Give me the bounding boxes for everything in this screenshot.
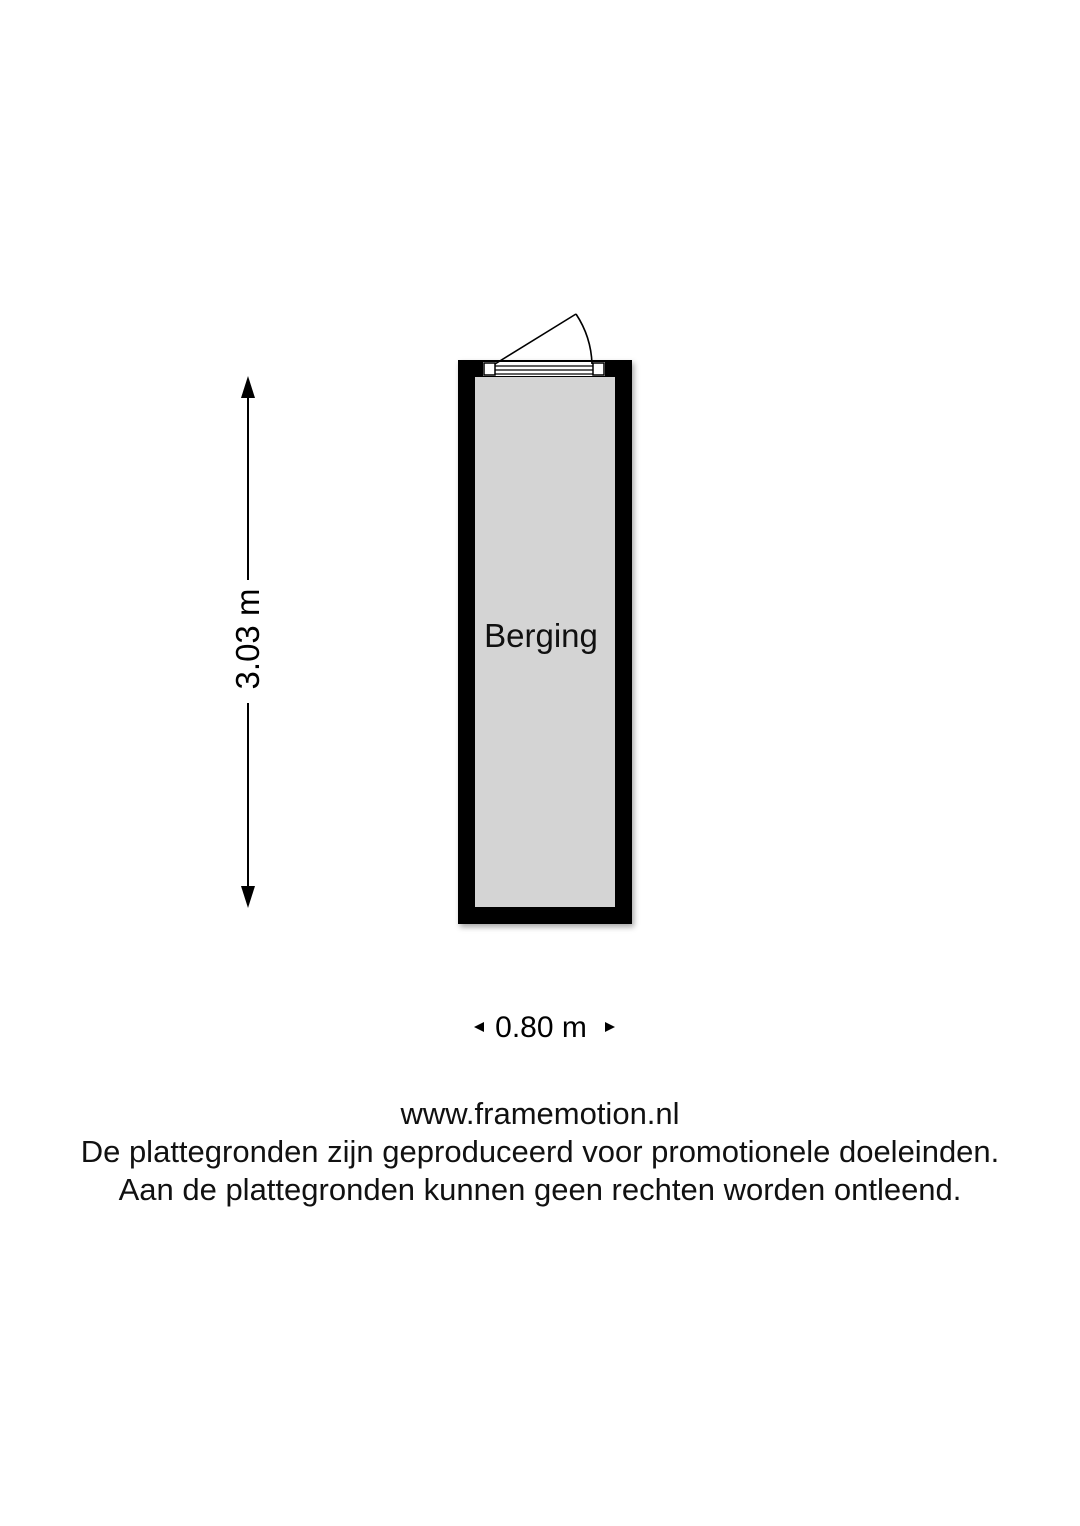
height-dimension-label: 3.03 m	[229, 588, 266, 690]
disclaimer-line-1: De plattegronden zijn geproduceerd voor promotionele doeleinden.	[80, 1134, 1000, 1169]
width-dimension-label: 0.80 m	[495, 1011, 587, 1044]
door-swing-arc	[576, 314, 592, 364]
room-label: Berging	[484, 617, 598, 654]
door-leaf	[495, 314, 576, 364]
disclaimer-line-2: Aan de plattegronden kunnen geen rechten worden ontleend.	[118, 1172, 962, 1207]
footer	[0, 1095, 1080, 1209]
arrow-down-icon	[241, 886, 255, 908]
arrow-up-icon	[241, 376, 255, 398]
door	[483, 314, 605, 376]
website-link[interactable]: www.framemotion.nl	[400, 1096, 680, 1131]
